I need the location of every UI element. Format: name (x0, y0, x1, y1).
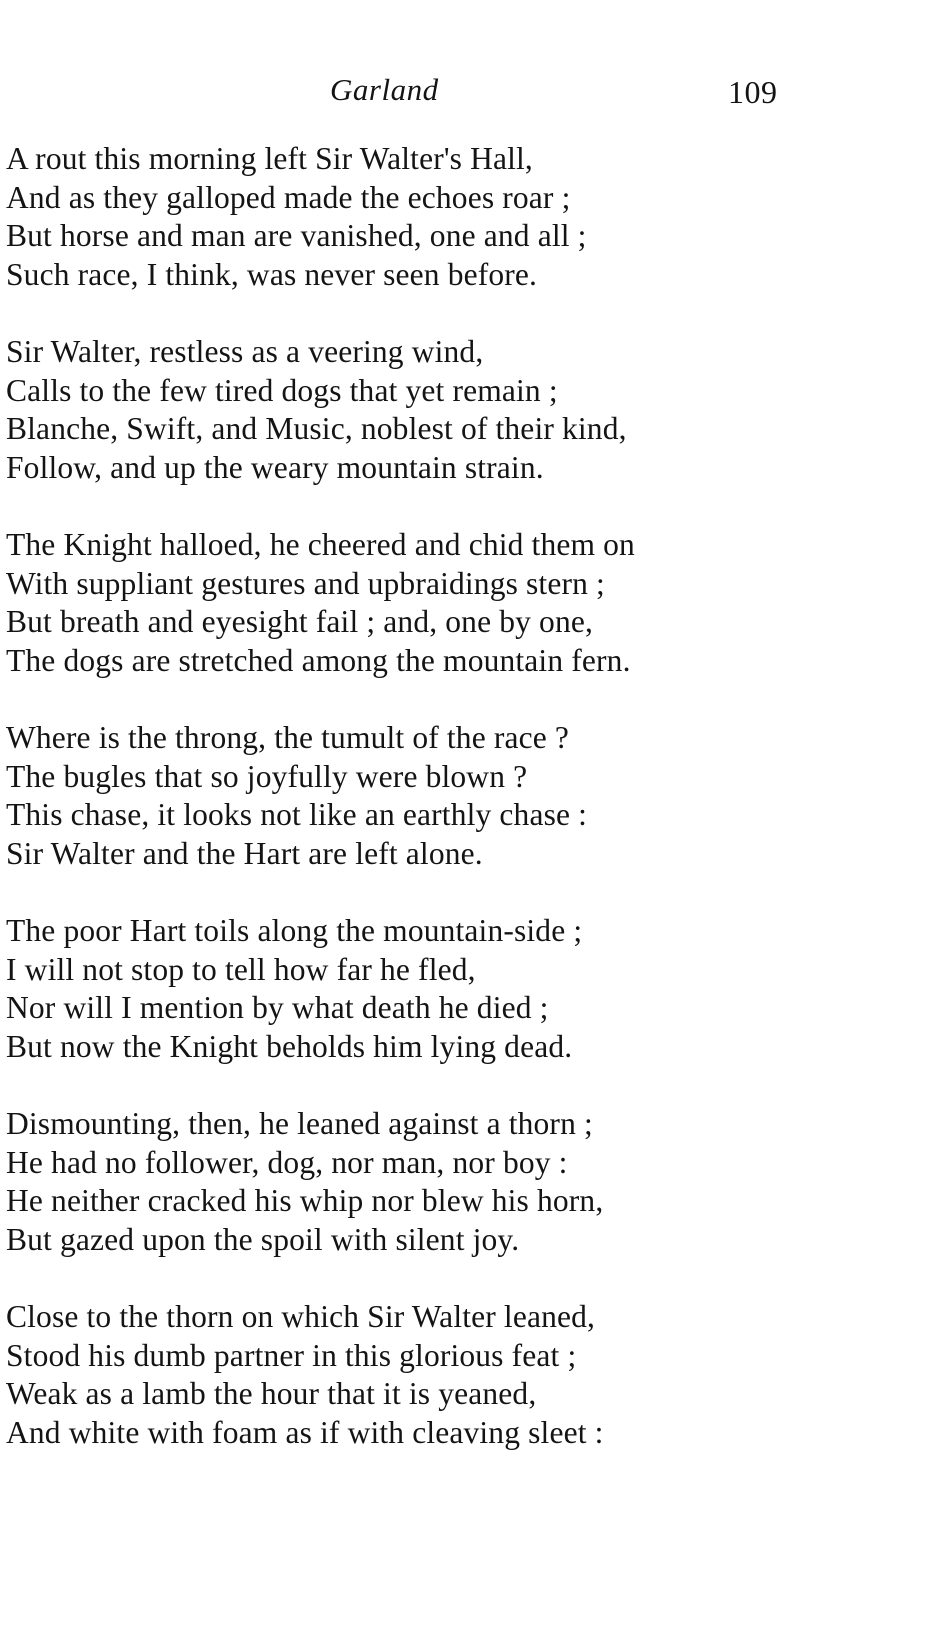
stanza-1 (6, 140, 906, 294)
poem-line: With suppliant gestures and upbraidings stern ; (6, 565, 605, 601)
poem-line: Nor will I mention by what death he died ; (6, 990, 549, 1025)
poem-line: I will not stop to tell how far he fled, (6, 951, 476, 987)
stanza-2 (6, 333, 906, 487)
poem-line: Calls to the few tired dogs that yet remain ; (6, 372, 558, 408)
stanza-6 (6, 1105, 906, 1259)
running-head (0, 72, 934, 112)
poem-line: And as they galloped made the echoes roar ; (6, 179, 571, 215)
poem-line: But now the Knight beholds him lying dead. (6, 1028, 573, 1064)
stanza-7 (6, 1298, 906, 1452)
poem-line: Sir Walter, restless as a veering wind, (6, 334, 484, 369)
poem-line: The bugles that so joyfully were blown ? (6, 758, 528, 794)
running-title: Garland (330, 72, 439, 107)
poem-line: Dismounting, then, he leaned against a thorn ; (6, 1106, 593, 1141)
poem-line: The Knight halloed, he cheered and chid them on (6, 527, 635, 562)
stanza-5 (6, 912, 906, 1066)
poem-line: Follow, and up the weary mountain strain. (6, 449, 544, 485)
poem-line: Close to the thorn on which Sir Walter leaned, (6, 1299, 596, 1334)
poem-line: Such race, I think, was never seen before. (6, 256, 538, 292)
poem-line: Sir Walter and the Hart are left alone. (6, 835, 483, 871)
poem-line: Where is the throng, the tumult of the race ? (6, 720, 570, 755)
poem-line: A rout this morning left Sir Walter's Hall, (6, 141, 533, 176)
stanza-3 (6, 526, 906, 680)
poem (6, 140, 906, 1491)
poem-line: And white with foam as if with cleaving sleet : (6, 1414, 604, 1450)
page-number: 109 (728, 74, 778, 110)
poem-line: But breath and eyesight fail ; and, one by one, (6, 604, 594, 639)
poem-line: Blanche, Swift, and Music, noblest of their kind, (6, 411, 627, 446)
poem-line: The dogs are stretched among the mountain fern. (6, 642, 631, 678)
poem-line: He had no follower, dog, nor man, nor boy : (6, 1144, 568, 1180)
poem-line: Weak as a lamb the hour that it is yeaned, (6, 1376, 537, 1411)
poem-line: This chase, it looks not like an earthly chase : (6, 797, 588, 832)
poem-line: Stood his dumb partner in this glorious feat ; (6, 1337, 577, 1373)
poem-line: But gazed upon the spoil with silent joy. (6, 1221, 520, 1257)
poem-line: The poor Hart toils along the mountain-side ; (6, 913, 583, 948)
stanza-4 (6, 719, 906, 873)
poem-line: But horse and man are vanished, one and all ; (6, 218, 587, 253)
poem-line: He neither cracked his whip nor blew his horn, (6, 1183, 604, 1218)
